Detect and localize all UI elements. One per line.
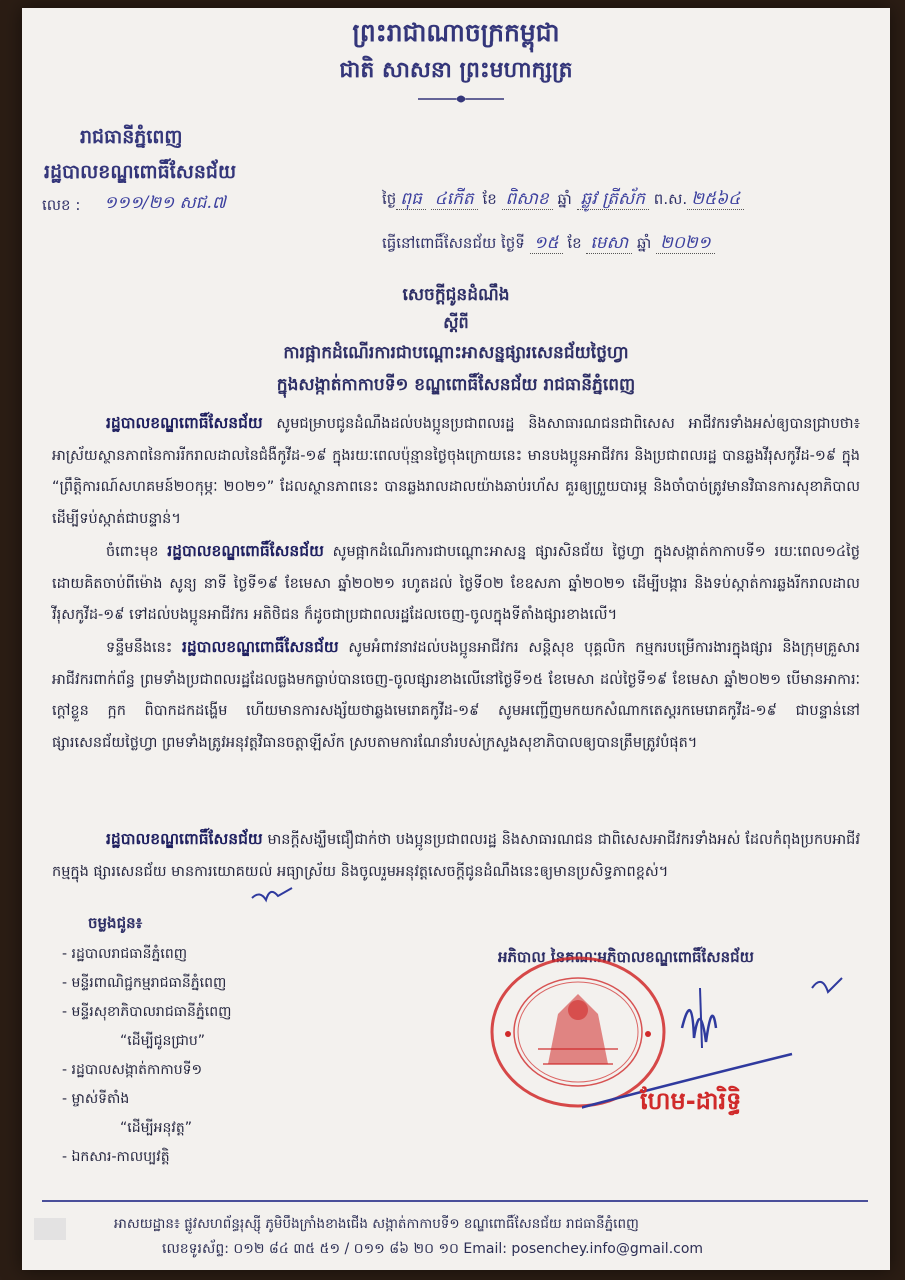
lunar-month: ពិសាខ bbox=[502, 189, 553, 210]
p3-prefix: ទន្ទឹមនឹងនេះ bbox=[106, 640, 182, 656]
lunar-date-line bbox=[382, 188, 744, 213]
footer-contact: លេខទូរស័ព្ទ: ០១២ ៨៤ ៣៥ ៥១ / ០១១ ៨៦ ២០ ១០ Email: posenchey.info@gmail.com bbox=[162, 1241, 704, 1257]
scan-smudge bbox=[34, 1218, 66, 1240]
lunar-day: ពុធ bbox=[396, 189, 426, 210]
cc-item: - រដ្ឋបាលសង្កាត់កាកាបទី១ bbox=[62, 1062, 203, 1078]
be-year: ២៥៦៤ bbox=[687, 189, 744, 210]
lunar-month-label: ខែ bbox=[482, 190, 497, 208]
date-month: មេសា bbox=[586, 233, 632, 254]
p2-prefix: ចំពោះមុខ bbox=[106, 544, 168, 560]
footer-address: អាសយដ្ឋាន៖ ផ្លូវសហព័ន្ធរុស្ស៊ី ភូមិបឹងក្រាំងខាងជើង សង្កាត់កាកាបទី១ ខណ្ឌពោធិ៍សែនជ័យ រាជធានីភ្នំពេញ bbox=[114, 1216, 639, 1232]
national-motto: ជាតិ សាសនា ព្រះមហាក្សត្រ bbox=[339, 58, 573, 83]
sender-city: រាជធានីភ្នំពេញ bbox=[80, 126, 183, 148]
sender-admin: រដ្ឋបាលខណ្ឌពោធិ៍សែនជ័យ bbox=[44, 161, 237, 183]
initial-mark-icon bbox=[248, 882, 296, 912]
month-label: ខែ bbox=[567, 234, 582, 252]
p1-text: សូមជម្រាបជូនដំណឹងដល់បងប្អូនប្រជាពលរដ្ឋ និងសាធារណជនជាពិសេស អាជីវករទាំងអស់ឲ្យបានជ្រាបថា៖ អាស្រ័យស្ថានភាពនៃការរីករាលដាលនៃជំងឺកូវីដ-១៩ ក្នុងរយៈពេលប៉ុន្មានថ្ងៃចុងក្រោយនេះ មានបងប្អូនអាជីវករ និងប្រជាពលរដ្ឋ បានឆ្លងវីរុសកូវីដ-១៩ ក្នុង “ព្រឹត្តិការណ៍សហគមន៍២០កុម្ភៈ ២០២១” ដែលស្ថានភាពនេះ បានឆ្លងរាលដាលយ៉ាងឆាប់រហ័ស គួរឲ្យព្រួយបារម្ភ និងចាំបាច់ត្រូវមានវិធានការសុខាភិបាលដើម្បីទប់ស្កាត់ជាបន្ទាន់។ bbox=[52, 416, 860, 527]
cc-note: “ដើម្បីជូនជ្រាប” bbox=[120, 1033, 206, 1049]
p3-admin-name: រដ្ឋបាលខណ្ឌពោធិ៍សែនជ័យ bbox=[181, 638, 339, 656]
reference-number: ១១១/២១ សជ.៧ bbox=[104, 193, 226, 213]
subject-line-2: ក្នុងសង្កាត់កាកាបទី១ ខណ្ឌពោធិ៍សែនជ័យ រាជធានីភ្នំពេញ bbox=[276, 375, 636, 395]
lunar-prefix: ថ្ងៃ bbox=[382, 190, 397, 208]
place-day-label: ធ្វើនៅពោធិ៍សែនជ័យ ថ្ងៃទី bbox=[382, 234, 525, 252]
paragraph-4 bbox=[52, 824, 860, 888]
p2-admin-name: រដ្ឋបាលខណ្ឌពោធិ៍សែនជ័យ bbox=[167, 542, 324, 560]
gregorian-date-line bbox=[382, 232, 715, 257]
signatory-name: ហែម-ដារិទ្ធិ bbox=[640, 1087, 742, 1115]
cc-title: ចម្លងជូន៖ bbox=[88, 914, 143, 932]
document-page bbox=[22, 8, 890, 1270]
date-year: ២០២១ bbox=[656, 233, 715, 254]
date-day: ១៥ bbox=[530, 233, 563, 254]
lunar-year-label: ឆ្នាំ bbox=[557, 190, 572, 208]
lunar-kert: ៤កើត bbox=[431, 189, 478, 210]
lunar-year: ឆ្លូវ ត្រីស័ក bbox=[577, 189, 649, 210]
p3-text: សូមអំពាវនាវដល់បងប្អូនអាជីវករ សន្តិសុខ បុគ្គលិក កម្មករបម្រើការងារក្នុងផ្សារ និងក្រុមគ្រួសារអាជីវករពាក់ព័ន្ធ ព្រមទាំងប្រជាពលរដ្ឋដែលធ្លងមកធ្លាប់បានចេញ-ចូលផ្សារខាងលើនៅថ្ងៃទី១៥ ខែមេសា ដល់ថ្ងៃទី១៩ ខែមេសា ឆ្នាំ២០២១ បើមានអាការៈក្ដៅខ្លួន ក្អក ពិបាកដកដង្ហើម ហើយមានការសង្ស័យថាឆ្លងមេរោគកូវីដ-១៩ សូមអញ្ជើញមកយកសំណាកតេស្តរកមេរោគកូវីដ-១៩ ជាបន្ទាន់នៅផ្សារសេនជ័យថ្លៃហ្វា ព្រមទាំងត្រូវអនុវត្តវិធានចត្តាឡីស័ក ស្របតាមការណែនាំរបស់ក្រសួងសុខាភិបាលឲ្យបានត្រឹមត្រូវបំផុត។ bbox=[52, 640, 861, 751]
cc-item: - ឯកសារ-កាលប្បវត្តិ bbox=[62, 1149, 170, 1165]
notice-title: សេចក្ដីជូនដំណឹង bbox=[402, 285, 510, 305]
cc-item: - ម្ចាស់ទីតាំង bbox=[62, 1091, 130, 1107]
cc-item: - មន្ទីរសុខាភិបាលរាជធានីភ្នំពេញ bbox=[62, 1004, 232, 1020]
cc-item: - មន្ទីរពាណិជ្ជកម្មរាជធានីភ្នំពេញ bbox=[62, 975, 227, 991]
paragraph-2 bbox=[52, 536, 860, 632]
footer-divider bbox=[42, 1200, 868, 1202]
signatory-title: អភិបាល នៃគណៈអភិបាលខណ្ឌពោធិ៍សែនជ័យ bbox=[498, 948, 754, 966]
subject-line-1: ការផ្អាកដំណើរការជាបណ្ដោះអាសន្នផ្សារសេនជ័យថ្លៃហ្វា bbox=[283, 343, 629, 363]
reference-label: លេខ : bbox=[42, 196, 81, 214]
kingdom-heading: ព្រះរាជាណាចក្រកម្ពុជា bbox=[352, 18, 560, 47]
cc-note: “ដើម្បីអនុវត្ត” bbox=[120, 1120, 192, 1136]
p4-admin-name: រដ្ឋបាលខណ្ឌពោធិ៍សែនជ័យ bbox=[106, 830, 263, 848]
ornament-divider bbox=[416, 92, 506, 106]
cc-item: - រដ្ឋបាលរាជធានីភ្នំពេញ bbox=[62, 946, 188, 962]
p1-admin-name: រដ្ឋបាលខណ្ឌពោធិ៍សែនជ័យ bbox=[106, 414, 263, 432]
paragraph-3 bbox=[52, 632, 860, 759]
about-label: ស្ដីពី bbox=[443, 313, 469, 332]
paragraph-1 bbox=[52, 408, 860, 535]
p4-text: មានក្ដីសង្ឃឹមជឿជាក់ថា បងប្អូនប្រជាពលរដ្ឋ និងសាធារណជន ជាពិសេសអាជីវករទាំងអស់ ដែលកំពុងប្រកបអាជីវកម្មក្នុង ផ្សារសេនជ័យ មានការយោគយល់ អធ្យាស្រ័យ និងចូលរួមអនុវត្តសេចក្ដីជូនដំណឹងនេះឲ្យមានប្រសិទ្ធភាពខ្ពស់។ bbox=[52, 832, 860, 880]
p2-text: សូមផ្អាកដំណើរការជាបណ្ដោះអាសន្ន ផ្សារសិនជ័យ ថ្លៃហ្វា ក្នុងសង្កាត់កាកាបទី១ រយៈពេល១៤ថ្ងៃ ដោយគិតចាប់ពីម៉ោង សូន្យ នាទី ថ្ងៃទី១៩ ខែមេសា ឆ្នាំ២០២១ រហូតដល់ ថ្ងៃទី០២ ខែឧសភា ឆ្នាំ២០២១ ដើម្បីបង្ការ និងទប់ស្កាត់ការឆ្លងរីករាលដាលវីរុសកូវីដ-១៩ ទៅដល់បងប្អូនអាជីវករ អតិថិជន ក៏ដូចជាប្រជាពលរដ្ឋដែលចេញ-ចូលក្នុងទីតាំងផ្សារខាងលើ។ bbox=[52, 544, 860, 623]
year-label: ឆ្នាំ bbox=[636, 234, 652, 252]
be-label: ព.ស. bbox=[653, 190, 688, 208]
